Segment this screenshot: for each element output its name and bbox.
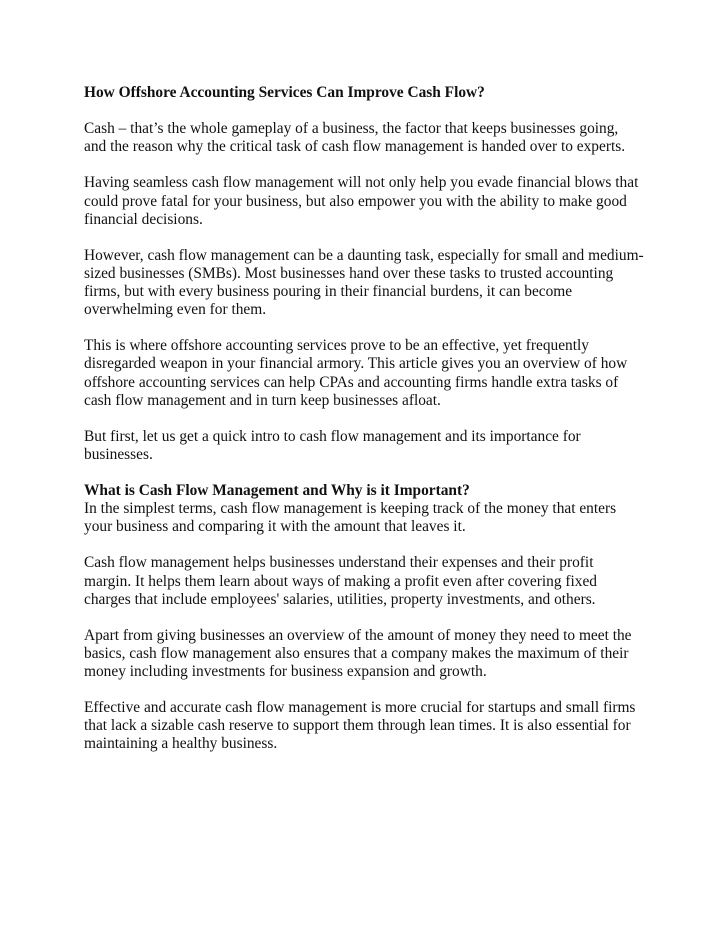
body-paragraph: Having seamless cash flow management will not only help you evade financial blows that could prove fatal for your business, but also empower you with the ability to make good financial decisions.	[84, 174, 639, 228]
body-paragraph: However, cash flow management can be a daunting task, especially for small and medium-sized businesses (SMBs). Most businesses hand over these tasks to trusted accounting firms, but with every business pouring in their financial burdens, it can become overwhelming even for them.	[84, 246, 644, 319]
body-paragraph: In the simplest terms, cash flow management is keeping track of the money that enters your business and comparing it with the amount that leaves it.	[84, 500, 617, 536]
body-paragraph: Apart from giving businesses an overview of the amount of money they need to meet the basics, cash flow management also ensures that a company makes the maximum of their money including investments for business expansion and growth.	[84, 626, 632, 680]
section-heading: What is Cash Flow Management and Why is it Important?	[84, 482, 470, 500]
document-body	[84, 84, 644, 772]
document-title: How Offshore Accounting Services Can Improve Cash Flow?	[84, 84, 485, 101]
body-paragraph: Cash – that’s the whole gameplay of a business, the factor that keeps businesses going, and the reason why the critical task of cash flow management is handed over to experts.	[84, 120, 626, 156]
body-paragraph: Effective and accurate cash flow management is more crucial for startups and small firms that lack a sizable cash reserve to support them through lean times. It is also essential for maintaining a healthy business.	[84, 699, 636, 753]
body-paragraph: But first, let us get a quick intro to cash flow management and its importance for businesses.	[84, 427, 581, 463]
body-paragraph: Cash flow management helps businesses understand their expenses and their profit margin. It helps them learn about ways of making a profit even after covering fixed charges that include employees' salaries, utilities, property investments, and others.	[84, 554, 597, 608]
body-paragraph: This is where offshore accounting services prove to be an effective, yet frequently disregarded weapon in your financial armory. This article gives you an overview of how offshore accounting services can help CPAs and accounting firms handle extra tasks of cash flow management and in turn keep businesses afloat.	[84, 337, 628, 409]
